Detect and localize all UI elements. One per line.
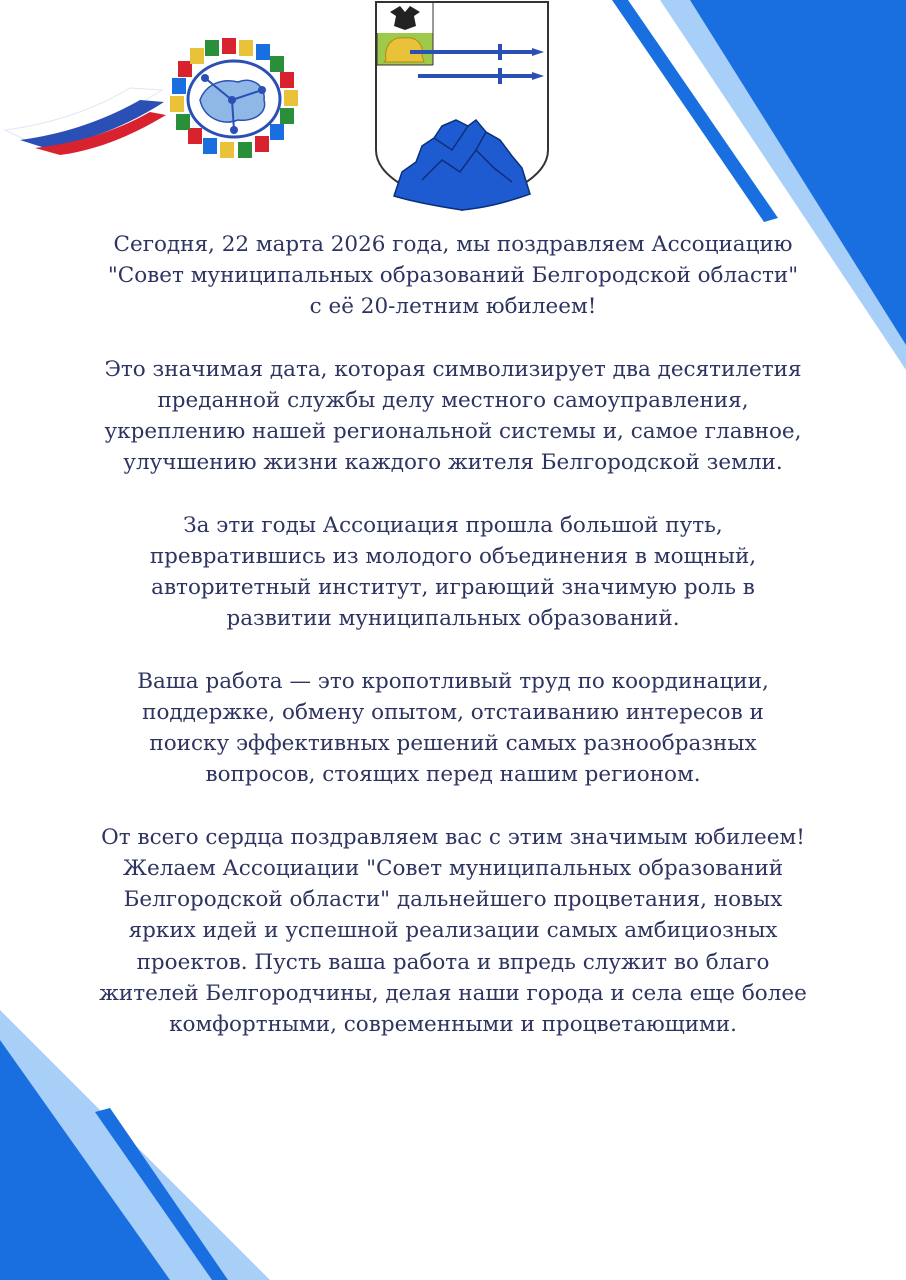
paragraph-wishes: От всего сердца поздравляем вас с этим значимым юбилеем! Желаем Ассоциации "Совет муниципальных образований Белгородской области" дальнейшего процветания, новых ярких идей и успешной реализации самых амбициозных проектов. Пусть ваша работа и впредь служит во благо жителей Белгородчины, делая наши города и села еще более комфортными, современными и процветающими. [99,824,807,1038]
russian-flag-icon [5,88,166,155]
association-logo-icon [0,30,310,165]
paragraph-intro: Сегодня, 22 марта 2026 года, мы поздравляем Ассоциацию "Совет муниципальных образований Белгородской области" с её 20-летним юбилеем! [107,232,799,320]
greeting-text [60,229,846,1040]
coat-of-arms-icon [372,0,552,212]
paragraph-history: За эти годы Ассоциация прошла большой путь, превратившись из молодого объединения в мощный, авторитетный институт, играющий значимую роль в развитии муниципальных образований. [149,512,757,632]
paragraph-work: Ваша работа — это кропотливый труд по координации, поддержке, обмену опытом, отстаиванию интересов и поиску эффективных решений самых разнообразных вопросов, стоящих перед нашим регионом. [137,668,769,788]
paragraph-significance: Это значимая дата, которая символизирует два десятилетия преданной службы делу местного самоуправления, укреплению нашей региональной системы и, самое главное, улучшению жизни каждого жителя Белгородской земли. [104,356,802,476]
region-map-icon [188,61,280,137]
